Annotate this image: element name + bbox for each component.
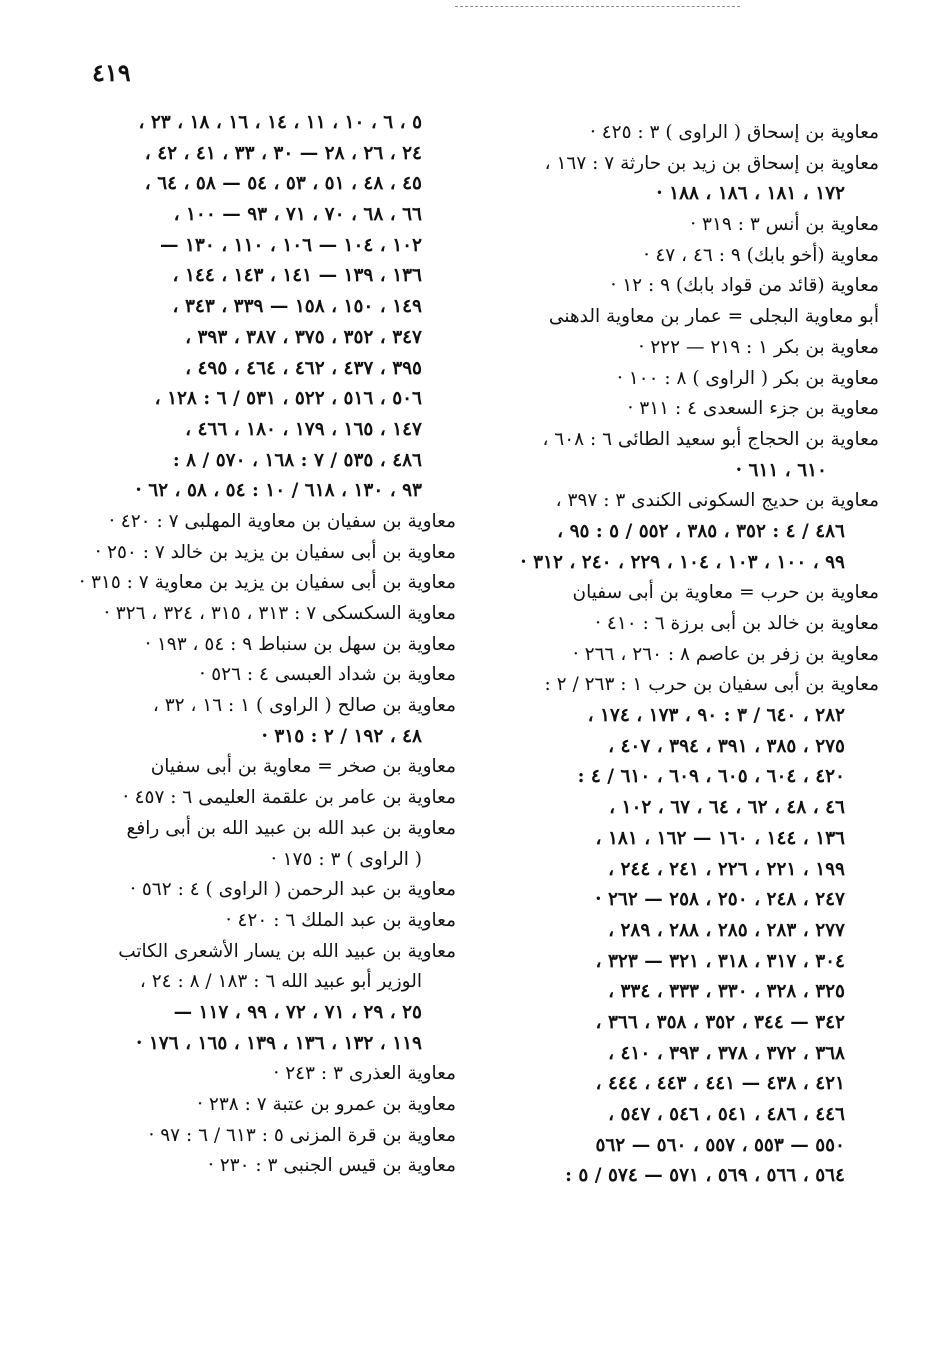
- index-entry: معاوية بن عبد الرحمن ( الراوى ) ٤ : ٥٦٢ ·: [130, 879, 456, 901]
- index-entry: معاوية بن عامر بن علقمة العليمى ٦ : ٤٥٧ ·: [122, 787, 456, 809]
- index-entry: معاوية العذرى ٣ : ٢٤٣ ·: [273, 1063, 456, 1085]
- index-entry-continuation: ٩٣ ، ١٣٠ ، ٦١٨ / ١٠ : ٥٤ ، ٥٨ ، ٦٢ ·: [135, 480, 422, 502]
- index-entry-continuation: ٢٤ ، ٢٦ ، ٢٨ — ٣٠ ، ٣٣ ، ٤١ ، ٤٢ ،: [144, 142, 422, 164]
- index-entry-continuation: ٣٦٨ ، ٣٧٢ ، ٣٧٨ ، ٣٩٣ ، ٤١٠ ،: [608, 1042, 845, 1064]
- index-entry-continuation: ٣٢٥ ، ٣٢٨ ، ٣٣٠ ، ٣٣٣ ، ٣٣٤ ،: [608, 981, 845, 1003]
- index-entry-continuation: ٤٢١ ، ٤٣٨ — ٤٤١ ، ٤٤٣ ، ٤٤٤ ،: [595, 1073, 845, 1095]
- index-entry-continuation: ٢٧٧ ، ٢٨٣ ، ٢٨٥ ، ٢٨٨ ، ٢٨٩ ،: [608, 919, 845, 941]
- index-entry-continuation: ٢٧٥ ، ٣٨٥ ، ٣٩١ ، ٣٩٤ ، ٤٠٧ ،: [608, 735, 845, 757]
- index-entry-continuation: ٤٢٠ ، ٦٠٤ ، ٦٠٥ ، ٦٠٩ ، ٦١٠ / ٤ :: [577, 766, 845, 788]
- index-entry: أبو معاوية البجلى = عمار بن معاوية الدهنى: [548, 306, 879, 328]
- index-entry-continuation: ١١٩ ، ١٣٢ ، ١٣٦ ، ١٣٩ ، ١٦٥ ، ١٧٦ ·: [135, 1032, 422, 1054]
- index-entry: معاوية بن صخر = معاوية بن أبى سفيان: [150, 756, 456, 778]
- index-entry-continuation: ٤٨ ، ١٩٢ / ٢ : ٣١٥ ·: [261, 725, 422, 747]
- index-entry: معاوية بن عبد الملك ٦ : ٤٢٠ ·: [225, 909, 456, 931]
- index-entry: معاوية بن إسحاق بن زيد بن حارثة ٧ : ١٦٧ ،: [544, 152, 879, 174]
- index-entry-continuation: ٢٥ ، ٢٩ ، ٧١ ، ٧٢ ، ٩٩ ، ١١٧ —: [173, 1001, 422, 1023]
- index-entry-continuation: ٣٤٢ — ٣٤٤ ، ٣٥٢ ، ٣٥٨ ، ٣٦٦ ،: [595, 1011, 845, 1033]
- index-column-right: [454, 118, 879, 1192]
- index-entry: معاوية بن قرة المزنى ٥ : ٦١٣ / ٦ : ٩٧ ·: [148, 1124, 456, 1146]
- index-entry-continuation: ١٣٦ ، ١٤٤ ، ١٦٠ — ١٦٢ ، ١٨١ ،: [595, 827, 845, 849]
- index-entry: معاوية بن جزء السعدى ٤ : ٣١١ ·: [627, 398, 879, 420]
- index-entry-continuation: ٢٨٢ ، ٦٤٠ / ٣ : ٩٠ ، ١٧٣ ، ١٧٤ ،: [587, 705, 845, 727]
- index-entry: معاوية بن حديج السكونى الكندى ٣ : ٣٩٧ ،: [555, 490, 879, 512]
- index-entry-continuation: ٩٩ ، ١٠٠ ، ١٠٣ ، ١٠٤ ، ٢٢٩ ، ٢٤٠ ، ٣١٢ ·: [520, 551, 845, 573]
- index-entry: معاوية بن سهل بن سنباط ٩ : ٥٤ ، ١٩٣ ·: [145, 633, 456, 655]
- index-entry: معاوية بن بكر ١ : ٢١٩ — ٢٢٢ ·: [638, 336, 879, 358]
- index-entry-continuation: ٥ ، ٦ ، ١٠ ، ١١ ، ١٤ ، ١٦ ، ١٨ ، ٢٣ ،: [138, 112, 422, 133]
- index-entry: معاوية بن بكر ( الراوى ) ٨ : ١٠٠ ·: [616, 367, 879, 389]
- index-entry-continuation: ٢٤٧ ، ٢٤٨ ، ٢٥٠ ، ٢٥٨ — ٢٦٢ ·: [595, 889, 845, 911]
- index-entry-continuation: ٥٦٤ ، ٥٦٦ ، ٥٦٩ ، ٥٧١ — ٥٧٤ / ٥ :: [565, 1165, 845, 1187]
- index-entry-continuation: ١٣٦ ، ١٣٩ — ١٤١ ، ١٤٣ ، ١٤٤ ،: [172, 265, 422, 287]
- index-entry: معاوية (قائد من قواد بابك) ٩ : ١٢ ·: [610, 275, 879, 297]
- index-entry-continuation: ١٠٢ ، ١٠٤ — ١٠٦ ، ١١٠ ، ١٣٠ —: [160, 234, 422, 256]
- index-entry: معاوية بن أنس ٣ : ٣١٩ ·: [690, 214, 879, 236]
- index-entry: معاوية بن أبى سفيان بن يزيد بن خالد ٧ : ٢٥٠ ·: [95, 541, 456, 563]
- index-entry-continuation: ٦١٠ ، ٦١١ ·: [735, 459, 827, 481]
- index-entry: معاوية بن الحجاج أبو سعيد الطائى ٦ : ٦٠٨ ،: [542, 428, 879, 450]
- index-entry: معاوية بن عبد الله بن عبيد الله بن أبى رافع: [126, 817, 456, 839]
- index-entry-continuation: ٥٠٦ ، ٥١٦ ، ٥٢٢ ، ٥٣١ / ٦ : ١٢٨ ،: [154, 388, 422, 410]
- index-entry-continuation: ٤٥ ، ٤٨ ، ٥١ ، ٥٣ ، ٥٤ — ٥٨ ، ٦٤ ،: [144, 173, 422, 195]
- top-rule: [455, 6, 740, 7]
- index-entry: معاوية بن شداد العبسى ٤ : ٥٢٦ ·: [199, 664, 456, 686]
- index-entry: معاوية بن عمرو بن عتبة ٧ : ٢٣٨ ·: [197, 1094, 456, 1115]
- index-entry: معاوية بن صالح ( الراوى ) ١ : ١٦ ، ٣٢ ،: [152, 695, 456, 717]
- index-entry: معاوية (أخو بابك) ٩ : ٤٦ ، ٤٧ ·: [643, 244, 879, 266]
- index-entry-continuation: ٤٨٦ ، ٥٣٥ / ٧ : ١٦٨ ، ٥٧٠ / ٨ :: [172, 449, 422, 471]
- index-entry-continuation: ١٧٢ ، ١٨١ ، ١٨٦ ، ١٨٨ ·: [656, 183, 845, 205]
- index-entry-continuation: ٤٨٦ / ٤ : ٣٥٢ ، ٣٨٥ ، ٥٥٢ / ٥ : ٩٥ ،: [557, 520, 845, 542]
- index-entry-continuation: الوزير أبو عبيد الله ٦ : ١٨٣ / ٨ : ٢٤ ،: [139, 971, 422, 993]
- index-entry-continuation: ٦٦ ، ٦٨ ، ٧٠ ، ٧١ ، ٩٣ — ١٠٠ ،: [173, 204, 422, 226]
- index-entry: معاوية بن قيس الجنبى ٣ : ٢٣٠ ·: [207, 1155, 456, 1177]
- index-entry-continuation: ١٩٩ ، ٢٢١ ، ٢٢٦ ، ٢٤١ ، ٢٤٤ ،: [608, 858, 845, 880]
- index-entry: معاوية بن خالد بن أبى برزة ٦ : ٤١٠ ·: [595, 613, 879, 634]
- index-entry-continuation: ٤٤٦ ، ٤٨٦ ، ٥٤١ ، ٥٤٦ ، ٥٤٧ ،: [608, 1104, 845, 1125]
- index-entry: معاوية بن إسحاق ( الراوى ) ٣ : ٤٢٥ ·: [589, 122, 879, 143]
- page-number: ٤١٩: [92, 58, 131, 87]
- index-entry: معاوية بن أبى سفيان بن حرب ١ : ٢٦٣ / ٢ :: [544, 674, 879, 696]
- index-entry-continuation: ٣٤٧ ، ٣٥٢ ، ٣٧٥ ، ٣٨٧ ، ٣٩٣ ،: [185, 326, 422, 348]
- index-entry: معاوية بن زفر بن عاصم ٨ : ٢٦٠ ، ٢٦٦ ·: [572, 643, 879, 665]
- index-entry: معاوية بن حرب = معاوية بن أبى سفيان: [572, 582, 879, 604]
- index-entry-continuation: ١٤٧ ، ١٦٥ ، ١٧٩ ، ١٨٠ ، ٤٦٦ ،: [185, 418, 422, 440]
- index-entry: معاوية بن سفيان بن معاوية المهلبى ٧ : ٤٢٠ ·: [109, 510, 456, 532]
- index-entry-continuation: ٤٦ ، ٤٨ ، ٦٢ ، ٦٤ ، ٦٧ ، ١٠٢ ،: [609, 797, 845, 819]
- index-entry-continuation: ( الراوى ) ٣ : ١٧٥ ·: [270, 848, 422, 870]
- index-entry-continuation: ١٤٩ ، ١٥٠ ، ١٥٨ — ٣٣٩ ، ٣٤٣ ،: [172, 296, 422, 318]
- index-entry-continuation: ٣٩٥ ، ٤٣٧ ، ٤٦٢ ، ٤٦٤ ، ٤٩٥ ،: [185, 357, 422, 379]
- index-entry: معاوية السكسكى ٧ : ٣١٣ ، ٣١٥ ، ٣٢٤ ، ٣٢٦ ·: [103, 603, 456, 624]
- index-entry-continuation: ٣٠٤ ، ٣١٧ ، ٣١٨ ، ٣٢١ — ٣٢٣ ،: [595, 950, 845, 972]
- index-entry: معاوية بن أبى سفيان بن يزيد بن معاوية ٧ : ٣١٥ ·: [79, 572, 456, 594]
- index-entry-continuation: ٥٥٠ — ٥٥٣ ، ٥٥٧ ، ٥٦٠ — ٥٦٢: [595, 1134, 845, 1156]
- index-column-left: [56, 108, 456, 1182]
- index-entry: معاوية بن عبيد الله بن يسار الأشعرى الكاتب: [118, 940, 456, 962]
